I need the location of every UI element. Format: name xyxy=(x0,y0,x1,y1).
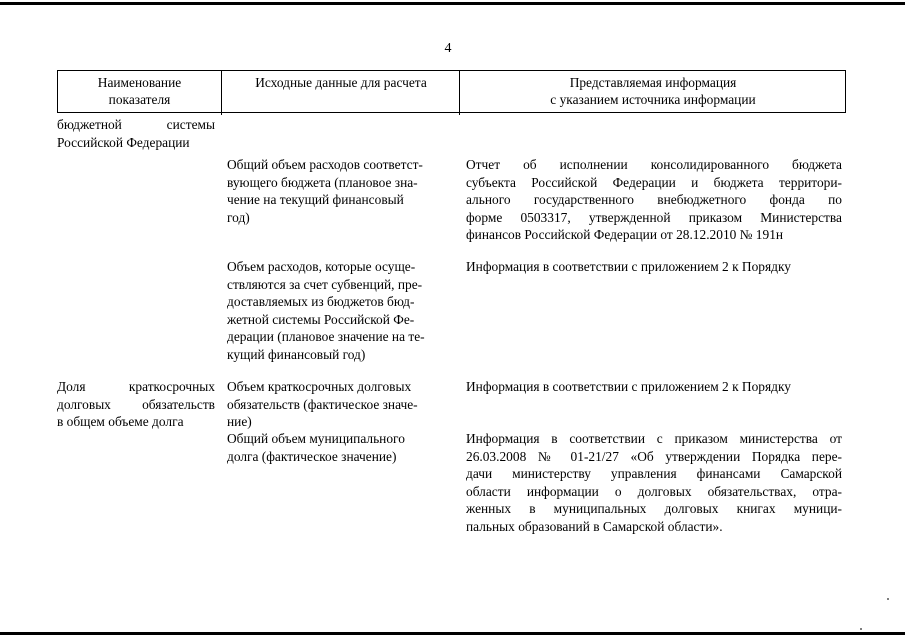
text-line: ние) xyxy=(227,414,252,429)
text-line: Отчет об исполнении консолидированного бюджета xyxy=(466,157,842,172)
header-col-info-line: с указанием источника информации xyxy=(550,92,756,107)
text-line: финансов Российской Федерации от 28.12.2010 № 191н xyxy=(466,227,784,242)
bottom-border-line xyxy=(0,632,905,635)
text-line: Доля краткосрочных xyxy=(57,379,215,394)
text-line: пальных образований в Самарской области». xyxy=(466,518,723,534)
header-col-source-line: Исходные данные для расчета xyxy=(255,75,427,90)
row2-info xyxy=(466,258,846,276)
text-line: ального государственного внебюджетного фонда по xyxy=(466,192,842,207)
row4-info xyxy=(466,430,842,535)
header-col-name xyxy=(58,71,221,115)
text-line: женных в муниципальных долговых книгах муници- xyxy=(466,501,842,516)
text-line: вующего бюджета (плановое зна- xyxy=(227,174,418,190)
text-line: год) xyxy=(227,209,250,225)
text-line: субъекта Российской Федерации и бюджета территори- xyxy=(466,174,842,190)
text-line: обязательств (фактическое значе- xyxy=(227,396,418,412)
continued-indicator-name xyxy=(57,116,215,151)
text-line: Информация в соответствии с приложением 2 к Порядку xyxy=(466,379,791,394)
text-line: чение на текущий финансовый xyxy=(227,192,404,207)
text-line: доставляемых из бюджетов бюд- xyxy=(227,294,415,309)
row2-source-data xyxy=(227,258,453,363)
text-line: 26.03.2008 № 01-21/27 «Об утверждении Порядка пере- xyxy=(466,448,842,464)
text-line: в общем объеме долга xyxy=(57,414,184,429)
header-col-name-line: Наименование xyxy=(97,75,182,90)
row4-source-data xyxy=(227,430,453,465)
row3-indicator-name xyxy=(57,378,215,431)
text-line: бюджетной системы xyxy=(57,117,215,132)
text-line: Информация в соответствии с приказом министерства от xyxy=(466,431,842,446)
text-line: долговых обязательств xyxy=(57,396,215,412)
text-line: Информация в соответствии с приложением 2 к Порядку xyxy=(466,259,791,274)
text-line: области информации о долговых обязательствах, отра- xyxy=(466,483,842,499)
top-border-line xyxy=(0,2,905,5)
text-line: Российской Федерации xyxy=(57,134,190,150)
header-col-source-data xyxy=(221,71,460,115)
text-line: дерации (плановое значение на те- xyxy=(227,329,425,344)
page-number: 4 xyxy=(444,41,452,56)
header-col-name-line: показателя xyxy=(108,92,171,107)
scan-speck xyxy=(887,598,889,600)
row1-info xyxy=(466,156,842,244)
text-line: Общий объем расходов соответст- xyxy=(227,157,423,172)
text-line: форме 0503317, утвержденной приказом Министерства xyxy=(466,209,842,225)
table-header xyxy=(57,70,846,113)
row1-source-data xyxy=(227,156,453,226)
text-line: дачи министерству управления финансами Самарской xyxy=(466,466,842,481)
text-line: долга (фактическое значение) xyxy=(227,448,397,464)
text-line: ствляются за счет субвенций, пре- xyxy=(227,276,423,292)
text-line: Общий объем муниципального xyxy=(227,431,405,446)
scan-speck xyxy=(860,628,862,630)
text-line: жетной системы Российской Фе- xyxy=(227,311,415,327)
text-line: Объем краткосрочных долговых xyxy=(227,379,412,394)
row3-info xyxy=(466,378,846,396)
header-col-info xyxy=(459,71,846,115)
row3-source-data xyxy=(227,378,453,431)
header-col-info-line: Представляемая информация xyxy=(569,75,737,90)
text-line: кущий финансовый год) xyxy=(227,346,366,362)
text-line: Объем расходов, которые осуще- xyxy=(227,259,416,274)
